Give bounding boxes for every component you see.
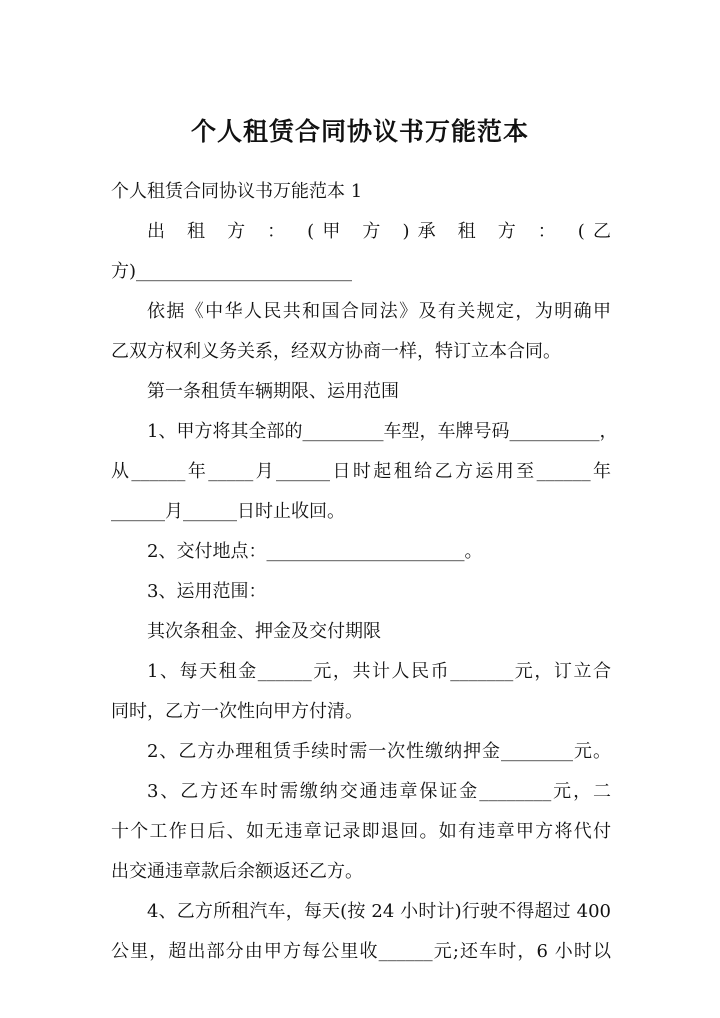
paragraph-line: 公里，超出部分由甲方每公里收______元;还车时，6 小时以 (111, 941, 611, 962)
document-title: 个人租赁合同协议书万能范本 (190, 117, 529, 146)
paragraph-line: 3、运用范围： (147, 581, 267, 602)
clause-heading: 其次条租金、押金及交付期限 (147, 621, 381, 642)
paragraph-line: 出交通违章款后余额返还乙方。 (111, 861, 363, 882)
paragraph-line: 3、乙方还车时需缴纳交通违章保证金________元，二 (147, 781, 611, 802)
paragraph-line: ______月______日时止收回。 (111, 501, 345, 522)
paragraph-line: 4、乙方所租汽车，每天(按 24 小时计)行驶不得超过 400 (147, 901, 611, 922)
paragraph-line: 同时，乙方一次性向甲方付清。 (111, 701, 363, 722)
paragraph-line: 方)________________________ (111, 261, 353, 282)
clause-heading: 第一条租赁车辆期限、运用范围 (147, 381, 399, 402)
paragraph-line: 1、每天租金______元，共计人民币_______元，订立合 (147, 661, 611, 682)
section-heading: 个人租赁合同协议书万能范本 1 (111, 181, 363, 202)
paragraph-line: 2、交付地点：______________________。 (147, 541, 483, 562)
paragraph-line: 十个工作日后、如无违章记录即退回。如有违章甲方将代付 (111, 821, 611, 842)
paragraph-line: 出 租 方 ： (甲 方 )承 租 方 ： (乙 (147, 221, 611, 242)
paragraph-line: 从______年_____月______日时起租给乙方运用至______年 (111, 461, 611, 482)
paragraph-line: 2、乙方办理租赁手续时需一次性缴纳押金________元。 (147, 741, 611, 762)
paragraph-line: 1、甲方将其全部的_________车型，车牌号码__________， (147, 421, 618, 442)
paragraph-line: 依据《中华人民共和国合同法》及有关规定，为明确甲 (147, 301, 611, 322)
paragraph-line: 乙双方权利义务关系，经双方协商一样，特订立本合同。 (111, 341, 561, 362)
